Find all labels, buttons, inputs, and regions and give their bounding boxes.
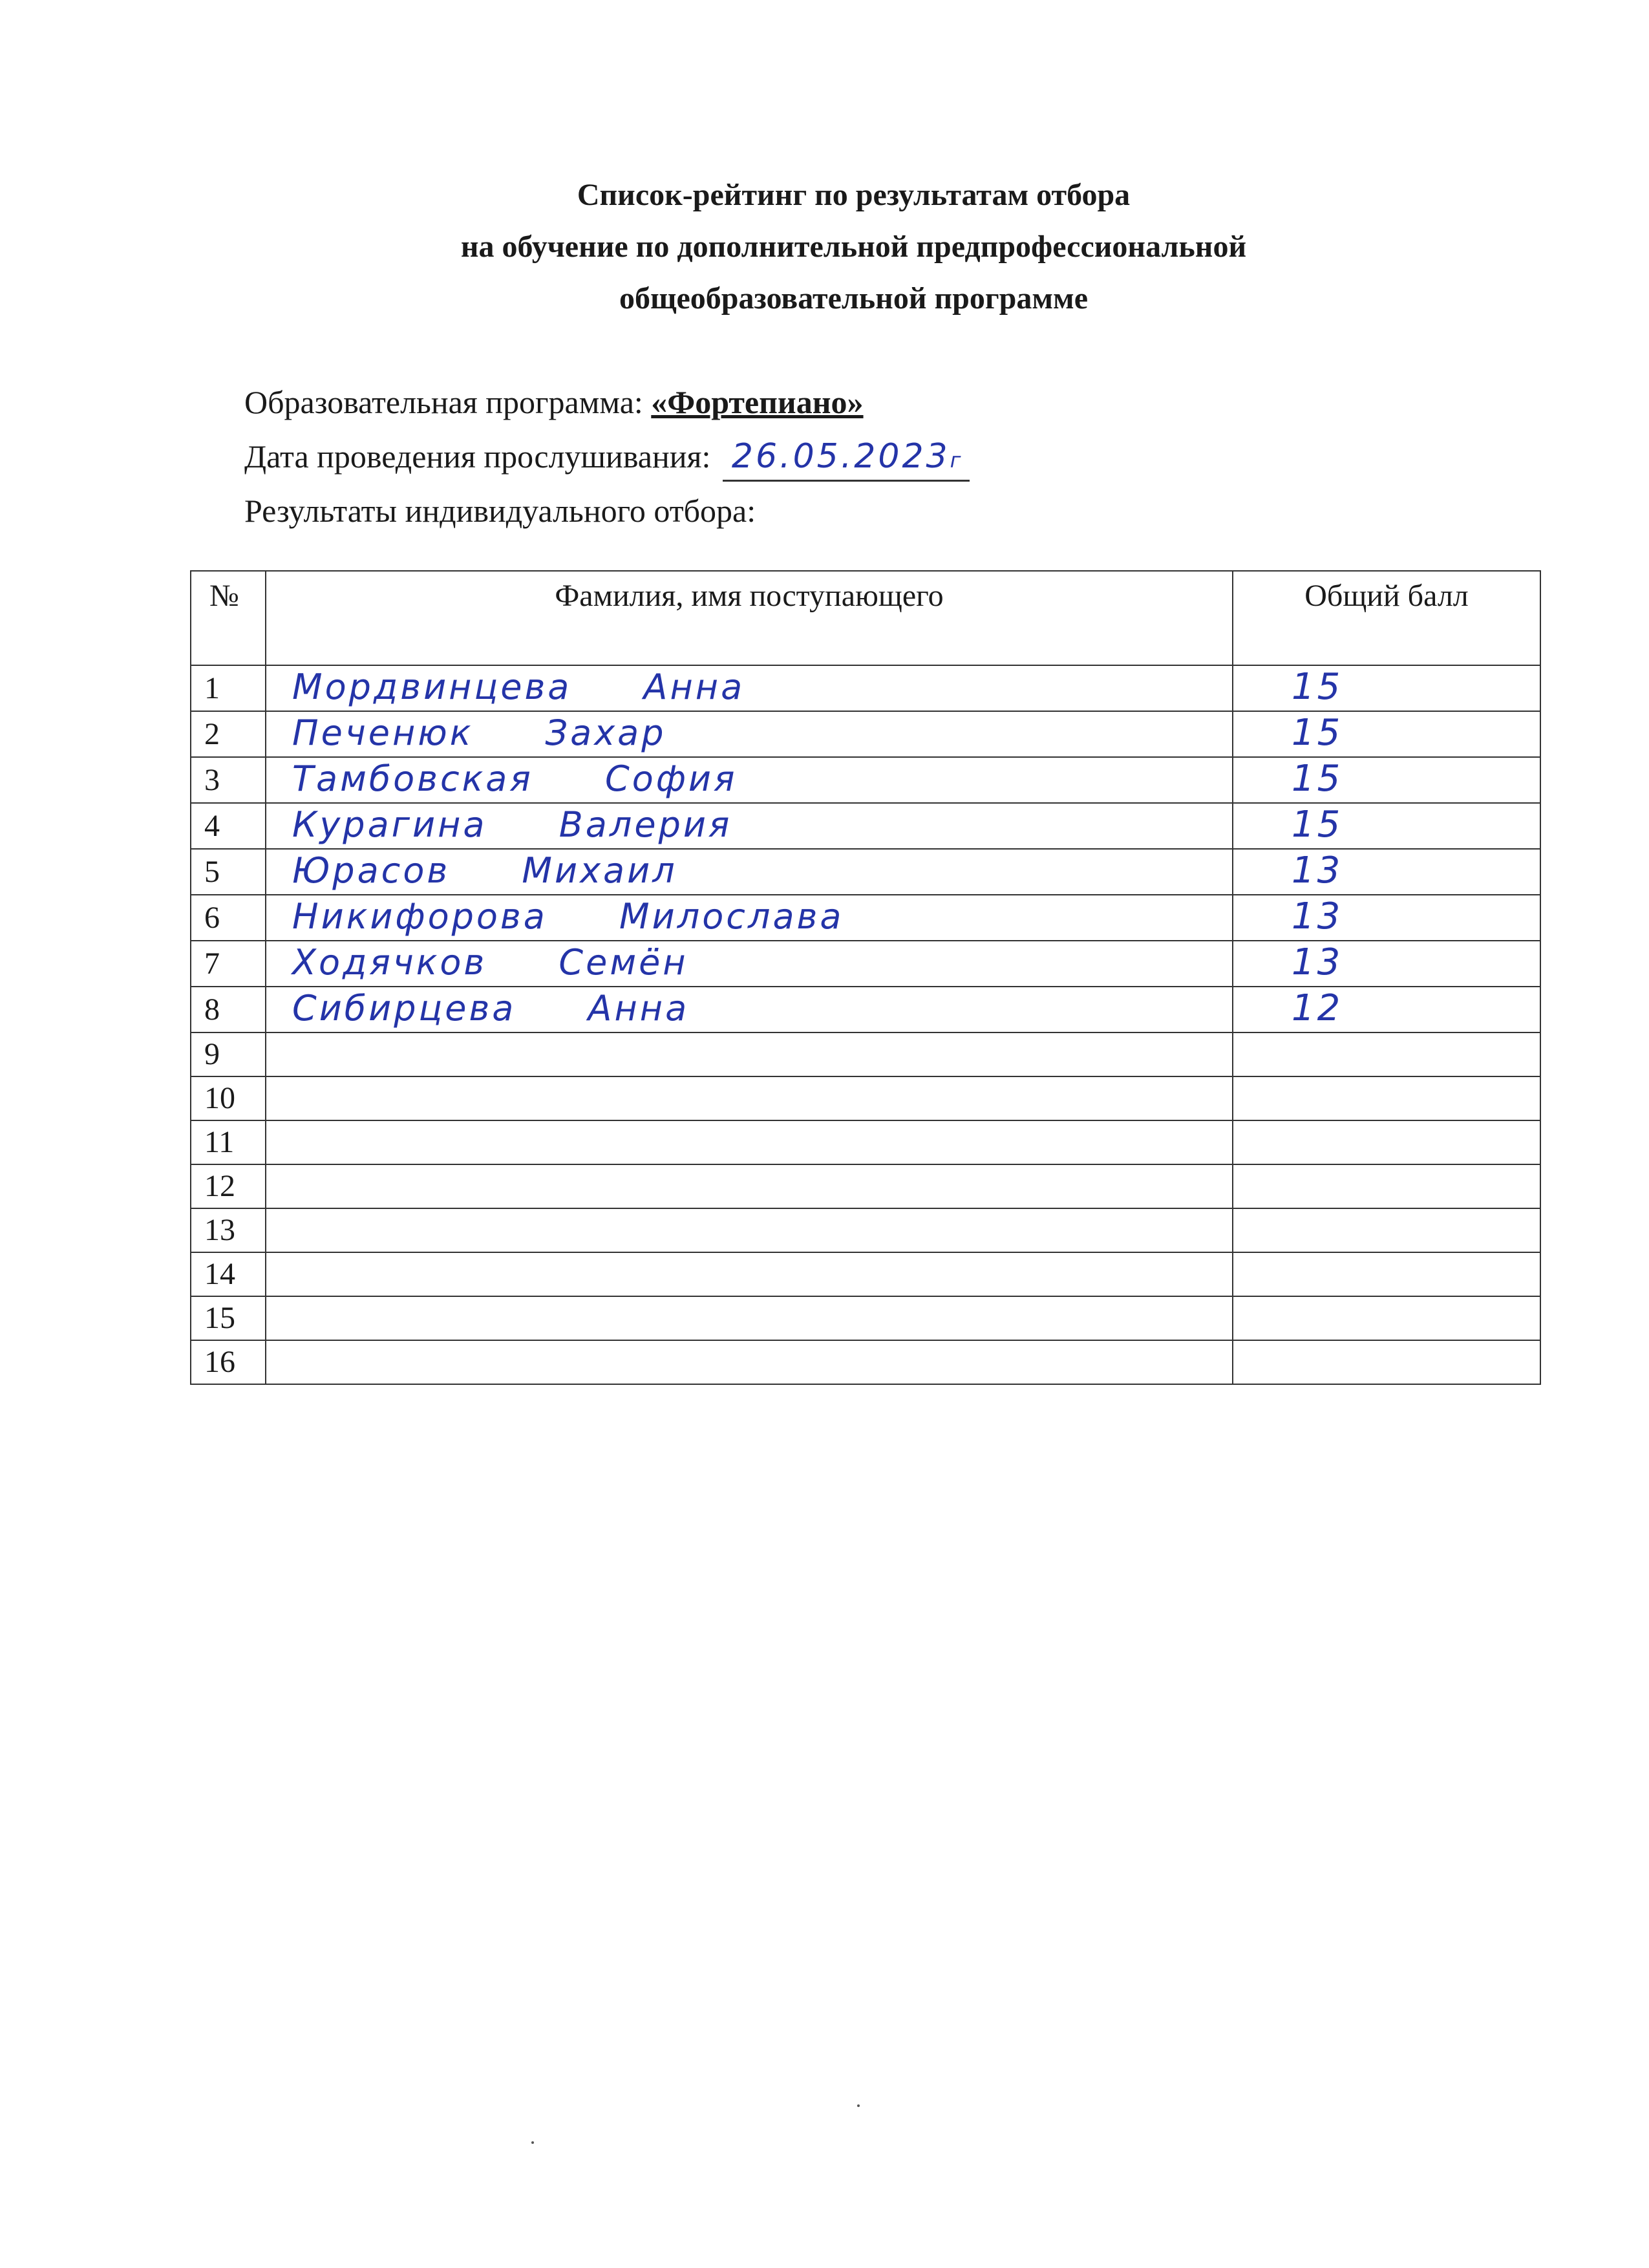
row-name-cell <box>266 1208 1233 1252</box>
table-row <box>191 941 1540 987</box>
row-score-cell <box>1233 757 1540 803</box>
row-score-cell <box>1233 803 1540 849</box>
row-number: 11 <box>191 1120 266 1164</box>
table-row <box>191 1076 1540 1120</box>
applicant-score: 15 <box>1292 666 1343 708</box>
row-score-cell <box>1233 1076 1540 1120</box>
results-label: Результаты индивидуального отбора: <box>244 493 756 529</box>
row-number: 1 <box>191 665 266 711</box>
row-score-cell <box>1233 1208 1540 1252</box>
row-name-cell <box>266 895 1233 941</box>
row-name-cell <box>266 711 1233 757</box>
header-num: № <box>191 571 266 665</box>
applicant-score: 13 <box>1292 941 1343 983</box>
row-number: 6 <box>191 895 266 941</box>
row-name-cell <box>266 757 1233 803</box>
row-score-cell <box>1233 1032 1540 1076</box>
applicant-score: 12 <box>1292 987 1343 1029</box>
applicant-score: 15 <box>1292 758 1343 800</box>
title-line-2: на обучение по дополнительной предпрофессиональной <box>460 230 1247 264</box>
row-score-cell <box>1233 941 1540 987</box>
applicant-name: Никифорова Милослава <box>292 896 844 937</box>
row-name-cell <box>266 803 1233 849</box>
row-number: 7 <box>191 941 266 987</box>
row-score-cell <box>1233 987 1540 1032</box>
row-score-cell <box>1233 665 1540 711</box>
row-number: 12 <box>191 1164 266 1208</box>
title-line-1: Список-рейтинг по результатам отбора <box>577 178 1131 212</box>
row-score-cell <box>1233 711 1540 757</box>
table-header-row <box>191 571 1540 665</box>
rating-table-wrap <box>190 570 1540 1385</box>
table-row <box>191 1032 1540 1076</box>
date-label: Дата проведения прослушивания: <box>244 438 711 475</box>
table-body <box>191 665 1540 1384</box>
table-row <box>191 1252 1540 1296</box>
applicant-score: 15 <box>1292 712 1343 754</box>
document-title <box>0 169 1649 325</box>
row-name-cell <box>266 1340 1233 1384</box>
row-name-cell <box>266 987 1233 1032</box>
applicant-name: Сибирцева Анна <box>292 988 690 1029</box>
title-line-3: общеобразовательной программе <box>619 281 1089 316</box>
applicant-score: 13 <box>1292 850 1343 892</box>
date-line <box>244 429 970 484</box>
row-name-cell <box>266 1296 1233 1340</box>
row-name-cell <box>266 849 1233 895</box>
date-field <box>723 437 970 482</box>
row-number: 8 <box>191 987 266 1032</box>
results-line <box>244 484 970 538</box>
row-number: 14 <box>191 1252 266 1296</box>
row-name-cell <box>266 665 1233 711</box>
date-value: 26.05.2023 <box>731 437 950 476</box>
row-number: 5 <box>191 849 266 895</box>
rating-table <box>190 570 1541 1385</box>
row-score-cell <box>1233 895 1540 941</box>
table-row <box>191 757 1540 803</box>
row-name-cell <box>266 1252 1233 1296</box>
row-name-cell <box>266 941 1233 987</box>
row-score-cell <box>1233 849 1540 895</box>
applicant-name: Курагина Валерия <box>292 804 732 845</box>
table-row <box>191 665 1540 711</box>
date-suffix: г <box>950 448 964 473</box>
program-info <box>244 375 970 538</box>
row-score-cell <box>1233 1340 1540 1384</box>
applicant-name: Юрасов Михаил <box>292 850 677 891</box>
applicant-name: Ходячков Семён <box>292 942 688 983</box>
table-row <box>191 803 1540 849</box>
applicant-score: 15 <box>1292 804 1343 846</box>
table-row <box>191 1208 1540 1252</box>
header-name: Фамилия, имя поступающего <box>266 571 1233 665</box>
row-number: 4 <box>191 803 266 849</box>
row-name-cell <box>266 1076 1233 1120</box>
row-number: 15 <box>191 1296 266 1340</box>
scan-speck <box>857 2104 860 2107</box>
row-name-cell <box>266 1164 1233 1208</box>
table-row <box>191 711 1540 757</box>
row-score-cell <box>1233 1296 1540 1340</box>
applicant-name: Тамбовская София <box>292 758 738 799</box>
table-row <box>191 1164 1540 1208</box>
table-row <box>191 849 1540 895</box>
table-row <box>191 1340 1540 1384</box>
row-number: 16 <box>191 1340 266 1384</box>
row-score-cell <box>1233 1164 1540 1208</box>
row-number: 13 <box>191 1208 266 1252</box>
table-row <box>191 1120 1540 1164</box>
header-score: Общий балл <box>1233 571 1540 665</box>
program-value: «Фортепиано» <box>651 384 864 420</box>
row-number: 3 <box>191 757 266 803</box>
program-line <box>244 375 970 429</box>
applicant-name: Мордвинцева Анна <box>292 667 745 707</box>
applicant-score: 13 <box>1292 895 1343 937</box>
row-name-cell <box>266 1032 1233 1076</box>
row-score-cell <box>1233 1252 1540 1296</box>
applicant-name: Печенюк Захар <box>292 712 666 753</box>
row-number: 10 <box>191 1076 266 1120</box>
table-row <box>191 987 1540 1032</box>
scan-speck <box>531 2141 534 2144</box>
row-number: 2 <box>191 711 266 757</box>
row-number: 9 <box>191 1032 266 1076</box>
row-name-cell <box>266 1120 1233 1164</box>
table-row <box>191 895 1540 941</box>
row-score-cell <box>1233 1120 1540 1164</box>
program-label: Образовательная программа: <box>244 384 643 420</box>
table-row <box>191 1296 1540 1340</box>
